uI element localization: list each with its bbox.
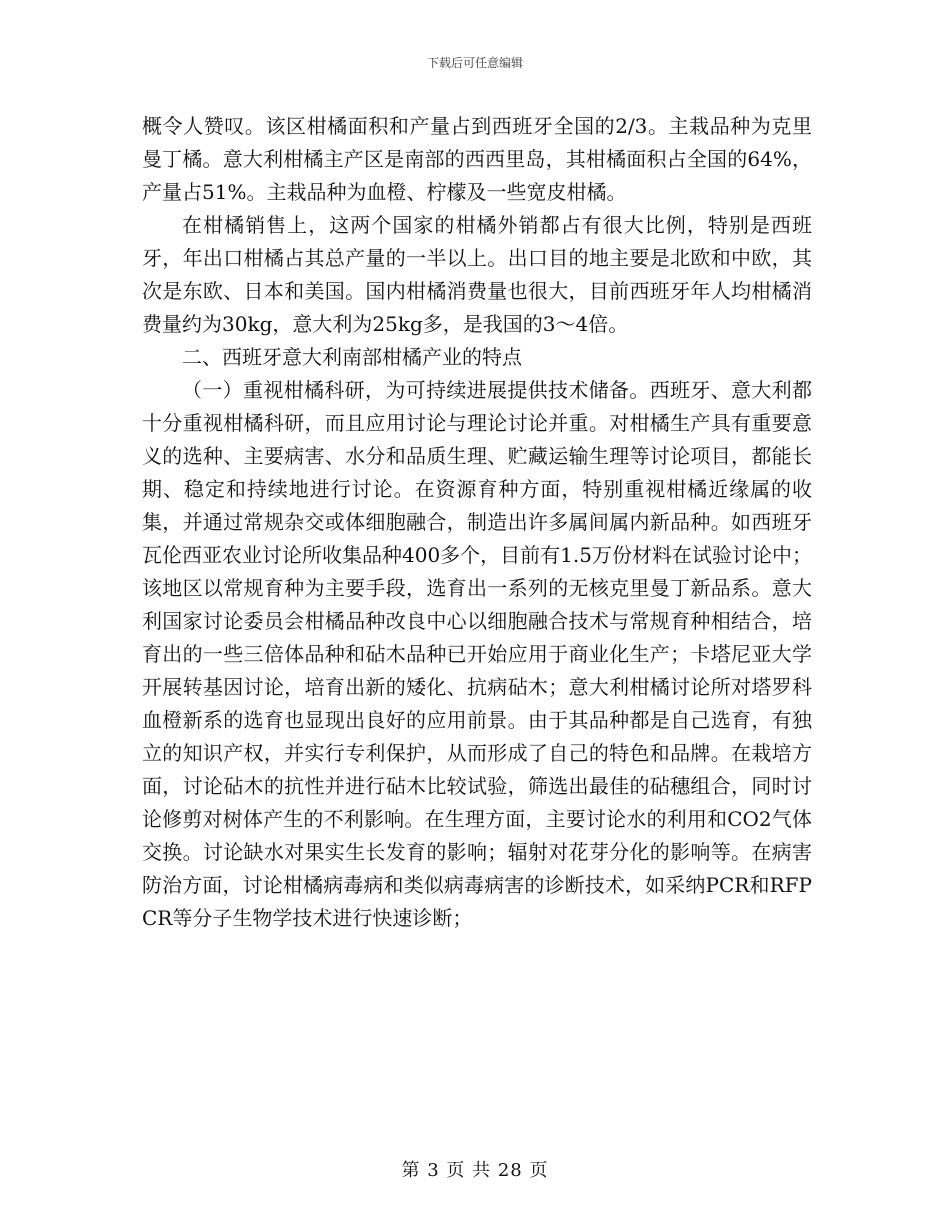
page-header-note: 下载后可任意编辑	[426, 56, 523, 70]
document-body	[142, 110, 812, 935]
paragraph-1: 概令人赞叹。该区柑橘面积和产量占到西班牙全国的2/3。主栽品种为克里曼丁橘。意大利柑橘主产区是南部的西西里岛，其柑橘面积占全国的64%，产量占51%。主栽品种为血橙、柠檬及一些宽皮柑橘。	[142, 114, 812, 204]
page-number-footer: 第 3 页 共 28 页	[401, 1160, 549, 1181]
paragraph-3: （一）重视柑橘科研，为可持续进展提供技术储备。西班牙、意大利都十分重视柑橘科研，而且应用讨论与理论讨论并重。对柑橘生产具有重要意义的选种、主要病害、水分和品质生理、贮藏运输生理等讨论项目，都能长期、稳定和持续地进行讨论。在资源育种方面，特别重视柑橘近缘属的收集，并通过常规杂交或体细胞融合，制造出许多属间属内新品种。如西班牙瓦伦西亚农业讨论所收集品种400多个，目前有1.5万份材料在试验讨论中；该地区以常规育种为主要手段，选育出一系列的无核克里曼丁新品系。意大利国家讨论委员会柑橘品种改良中心以细胞融合技术与常规育种相结合，培育出的一些三倍体品种和砧木品种已开始应用于商业化生产；卡塔尼亚大学开展转基因讨论，培育出新的矮化、抗病砧木；意大利柑橘讨论所对塔罗科血橙新系的选育也显现出良好的应用前景。由于其品种都是自己选育，有独立的知识产权，并实行专利保护，从而形成了自己的特色和品牌。在栽培方面，讨论砧木的抗性并进行砧木比较试验，筛选出最佳的砧穗组合，同时讨论修剪对树体产生的不利影响。在生理方面，主要讨论水的利用和CO2气体交换。讨论缺水对果实生长发育的影响；辐射对花芽分化的影响等。在病害防治方面，讨论柑橘病毒病和类似病毒病害的诊断技术，如采纳PCR和RFPCR等分子生物学技术进行快速诊断；	[142, 378, 812, 930]
paragraph-2: 在柑橘销售上，这两个国家的柑橘外销都占有很大比例，特别是西班牙，年出口柑橘占其总产量的一半以上。出口目的地主要是北欧和中欧，其次是东欧、日本和美国。国内柑橘消费量也很大，目前西班牙年人均柑橘消费量约为30kg，意大利为25kg多，是我国的3～4倍。	[142, 213, 812, 336]
section-heading: 二、西班牙意大利南部柑橘产业的特点	[182, 345, 522, 369]
